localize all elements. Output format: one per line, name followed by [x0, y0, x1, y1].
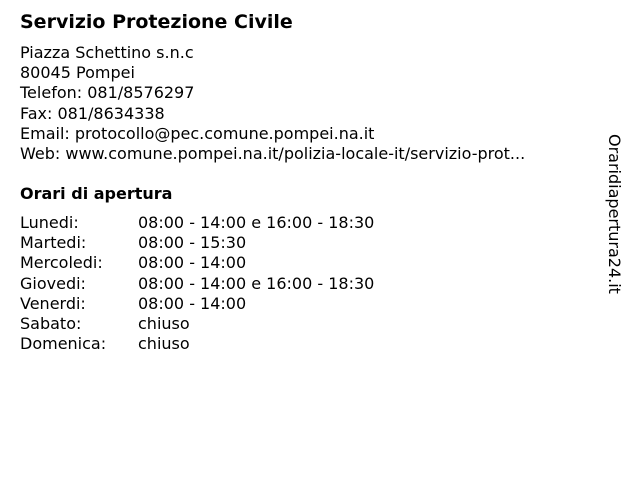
time-value: 08:00 - 14:00 e 16:00 - 18:30 [138, 273, 375, 293]
site-brand-vertical: Oraridiapertura24.it [605, 134, 624, 294]
time-value: 08:00 - 14:00 [138, 293, 247, 313]
hours-row-friday [20, 294, 374, 314]
day-label: Giovedi: [20, 273, 86, 293]
hours-row-wednesday [20, 253, 374, 273]
address-line: Piazza Schettino s.n.c [20, 43, 194, 62]
time-value: chiuso [138, 334, 190, 354]
email-line: Email: protocollo@pec.comune.pompei.na.it [20, 123, 375, 143]
hours-row-sunday [20, 334, 374, 354]
hours-row-tuesday [20, 233, 374, 253]
phone-line: Telefon: 081/8576297 [20, 83, 195, 103]
day-label: Sabato: [20, 314, 82, 334]
contact-info [20, 43, 525, 164]
day-label: Domenica: [20, 334, 107, 354]
time-value: chiuso [138, 314, 190, 334]
time-value: 08:00 - 15:30 [138, 233, 247, 253]
time-value: 08:00 - 14:00 e 16:00 - 18:30 [138, 213, 375, 232]
fax-line: Fax: 081/8634338 [20, 103, 165, 123]
hours-heading: Orari di apertura [20, 184, 173, 203]
hours-table [20, 213, 374, 354]
day-label: Lunedi: [20, 213, 79, 232]
day-label: Venerdi: [20, 293, 86, 313]
day-label: Martedi: [20, 233, 87, 253]
time-value: 08:00 - 14:00 [138, 253, 247, 273]
hours-row-thursday [20, 274, 374, 294]
day-label: Mercoledi: [20, 253, 103, 273]
hours-row-monday [20, 213, 374, 233]
page-title: Servizio Protezione Civile [20, 11, 293, 33]
city-line: 80045 Pompei [20, 63, 135, 83]
hours-row-saturday [20, 314, 374, 334]
web-line: Web: www.comune.pompei.na.it/polizia-locale-it/servizio-prot... [20, 144, 526, 164]
